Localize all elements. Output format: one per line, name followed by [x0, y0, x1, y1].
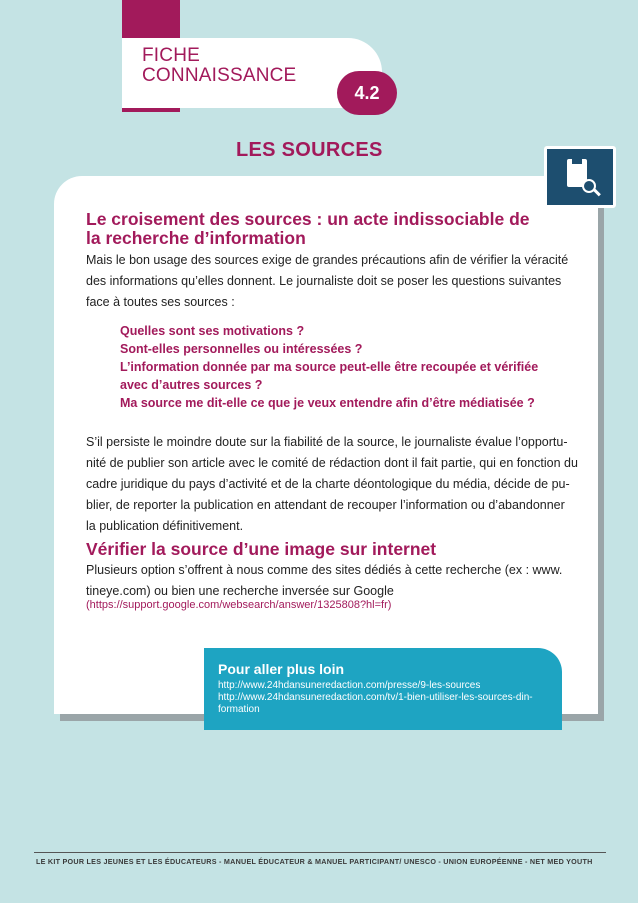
section1-heading-line1: Le croisement des sources : un acte indissociable de — [86, 209, 530, 229]
further-link[interactable]: http://www.24hdansuneredaction.com/tv/1-bien-utiliser-les-sources-din- — [218, 692, 533, 703]
further-link[interactable]: http://www.24hdansuneredaction.com/presse/9-les-sources — [218, 680, 481, 691]
section2-heading: Vérifier la source d’une image sur internet — [86, 539, 437, 559]
further-reading-links — [218, 680, 533, 716]
body-line: cadre juridique du pays d’activité et de la charte déontologique du média, décide de pu- — [86, 477, 570, 491]
document-search-icon — [544, 146, 616, 208]
section2-body — [86, 560, 562, 602]
google-help-link[interactable]: (https://support.google.com/websearch/answer/1325808?hl=fr) — [86, 599, 392, 611]
fiche-title-line1: FICHE — [142, 45, 200, 66]
question-item: Sont-elles personnelles ou intéressées ? — [120, 342, 363, 356]
body-line: S’il persiste le moindre doute sur la fiabilité de la source, le journaliste évalue l’opportu- — [86, 435, 568, 449]
footer-text: LE KIT POUR LES JEUNES ET LES ÉDUCATEURS - MANUEL ÉDUCATEUR & MANUEL PARTICIPANT/ UNESCO - UNION EUROPÉENNE - NET MED YOUTH — [36, 857, 593, 866]
question-item: Quelles sont ses motivations ? — [120, 324, 305, 338]
section1-heading-line2: la recherche d’information — [86, 228, 306, 248]
body-line: nité de publier son article avec le comité de rédaction dont il fait partie, qui en fonction du — [86, 456, 578, 470]
footer-divider — [34, 852, 606, 853]
intro-line: Mais le bon usage des sources exige de grandes précautions afin de vérifier la véracité — [86, 253, 569, 267]
intro-line: des informations qu’elles donnent. Le journaliste doit se poser les questions suivantes — [86, 274, 562, 288]
question-item: Ma source me dit-elle ce que je veux entendre afin d’être médiatisée ? — [120, 396, 535, 410]
body-line: Plusieurs option s’offrent à nous comme des sites dédiés à cette recherche (ex : www. — [86, 563, 563, 577]
section-title: LES SOURCES — [236, 139, 383, 161]
fiche-number-badge: 4.2 — [337, 71, 397, 115]
intro-line: face à toutes ses sources : — [86, 295, 235, 309]
further-reading-title: Pour aller plus loin — [218, 661, 345, 677]
fiche-title — [142, 46, 296, 86]
section1-intro — [86, 250, 569, 313]
fiche-title-line2: CONNAISSANCE — [142, 65, 297, 86]
further-link[interactable]: formation — [218, 704, 260, 715]
question-item: L’information donnée par ma source peut-elle être recoupée et vérifiée — [120, 360, 539, 374]
section1-heading — [86, 210, 530, 248]
questions-list — [120, 322, 538, 412]
body-line: blier, de reporter la publication en attendant de recouper l’information ou d’abandonner — [86, 498, 565, 512]
question-item: avec d’autres sources ? — [120, 378, 263, 392]
body-line: la publication définitivement. — [86, 519, 244, 533]
body-line: tineye.com) ou bien une recherche inversée sur Google — [86, 584, 394, 598]
section1-body — [86, 432, 578, 537]
